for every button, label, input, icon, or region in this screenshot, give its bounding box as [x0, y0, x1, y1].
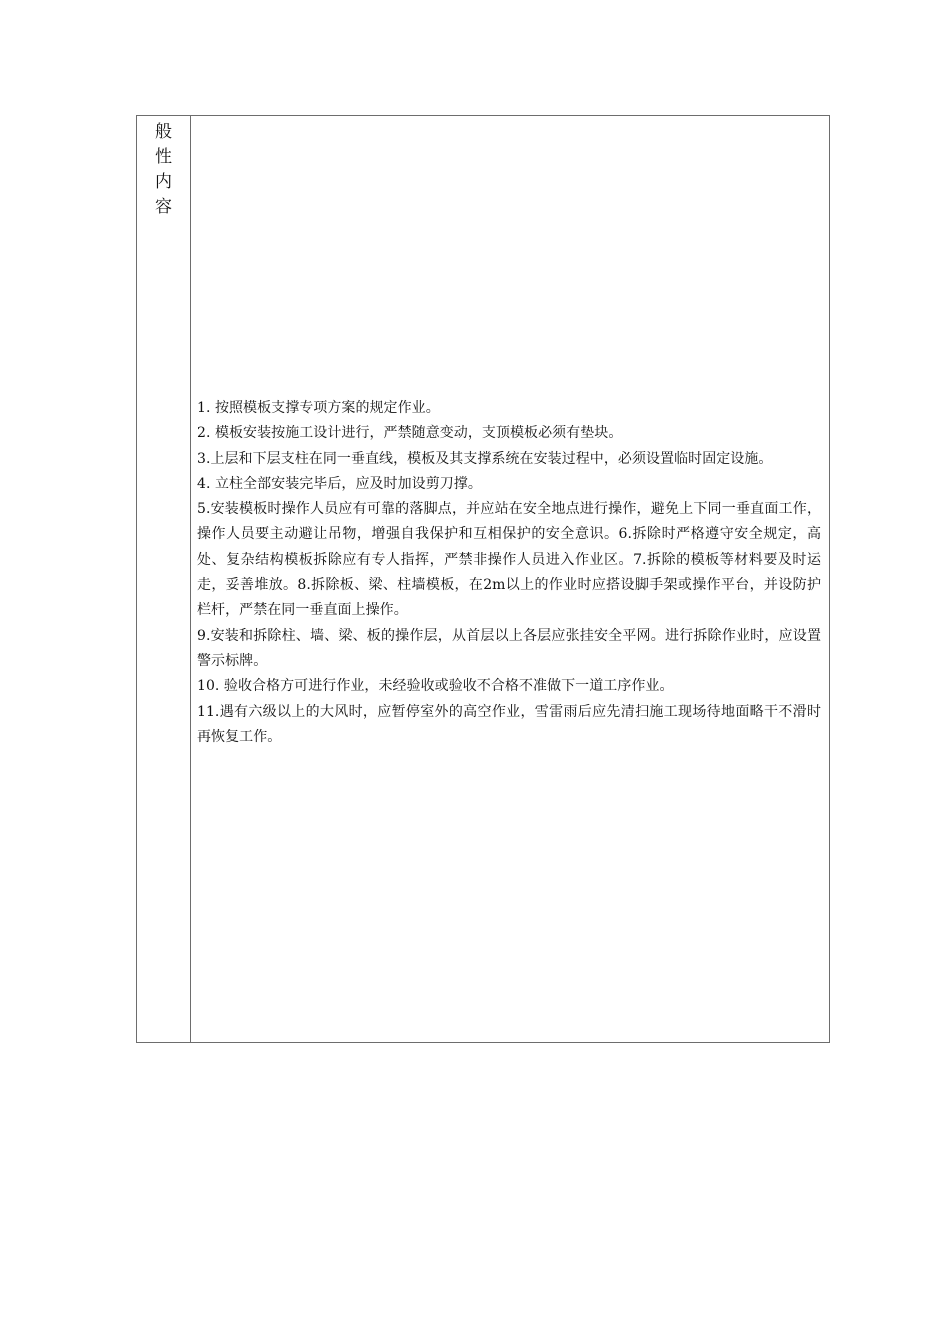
list-item: 5.安装模板时操作人员应有可靠的落脚点，并应站在安全地点进行操作，避免上下同一垂直面工作，操作人员要主动避让吊物，增强自我保护和互相保护的安全意识。6.拆除时严格遵守安全规定，高处、复杂结构模板拆除应有专人指挥，严禁非操作人员进入作业区。7.拆除的模板等材料要及时运走，妥善堆放。8.拆除板、梁、柱墙模板，在2m以上的作业时应搭设脚手架或操作平台，并设防护栏杆，严禁在同一垂直面上操作。 [197, 501, 821, 619]
list-item: 10. 验收合格方可进行作业，未经验收或验收不合格不准做下一道工序作业。 [197, 678, 674, 695]
section-label-char: 般 [155, 122, 172, 142]
list-item: 4. 立柱全部安装完毕后，应及时加设剪刀撑。 [197, 475, 482, 492]
safety-items-list [197, 396, 821, 750]
section-label-char: 性 [155, 147, 172, 167]
section-label-cell [137, 116, 191, 1042]
section-label [137, 116, 190, 220]
list-item: 11.遇有六级以上的大风时，应暂停室外的高空作业，雪雷雨后应先清扫施工现场待地面略干不滑时再恢复工作。 [197, 703, 821, 745]
content-cell [191, 116, 829, 1042]
list-item: 1. 按照模板支撑专项方案的规定作业。 [197, 400, 440, 416]
list-item: 9.安装和拆除柱、墙、梁、板的操作层，从首层以上各层应张挂安全平网。进行拆除作业时，应设置警示标牌。 [197, 627, 821, 669]
list-item: 3.上层和下层支柱在同一垂直线，模板及其支撑系统在安装过程中，必须设置临时固定设施。 [197, 450, 773, 467]
section-label-char: 容 [155, 197, 172, 217]
list-item: 2. 模板安装按施工设计进行，严禁随意变动，支顶模板必须有垫块。 [197, 425, 623, 442]
content-table [136, 115, 830, 1043]
section-label-char: 内 [155, 172, 172, 192]
